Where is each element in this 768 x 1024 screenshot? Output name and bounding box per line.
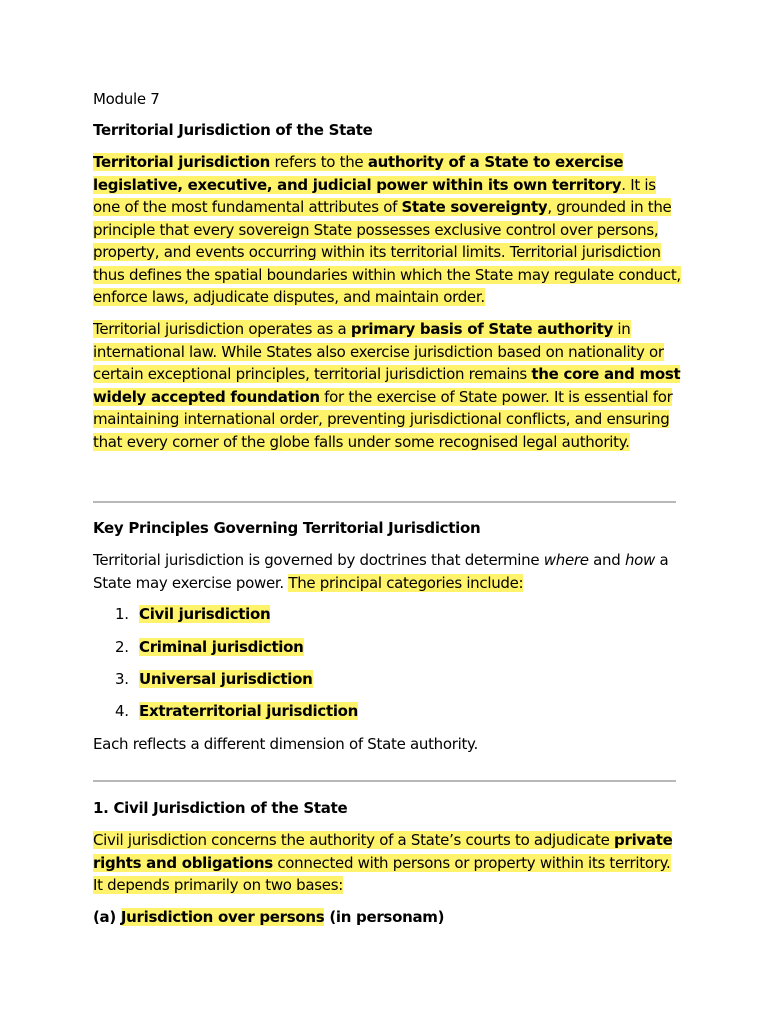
text-run: the core and most widely accepted foundation — [93, 365, 681, 406]
text-run: primary basis of State authority — [350, 320, 613, 338]
list-item — [93, 668, 313, 690]
text-run: how — [624, 551, 656, 569]
text-run: for the exercise of State power. It is essential for maintaining international order, preventing jurisdictional conflicts, and ensuring that every corner of the globe falls under some recognised legal authority. — [93, 387, 673, 451]
text-run: Civil jurisdiction concerns the authority of a State’s courts to adjudicate — [93, 831, 615, 849]
list-item-label: Extraterritorial jurisdiction — [139, 702, 359, 720]
text-run: (a) — [93, 908, 121, 926]
text-run: Territorial jurisdiction — [93, 153, 271, 171]
text-run: connected with persons or property within its territory. It depends primarily on two bases: — [93, 853, 671, 894]
text-run: Territorial jurisdiction is governed by doctrines that determine — [93, 551, 544, 569]
text-run: , grounded in the principle that every sovereign State possesses exclusive control over persons, property, and events occurring within its territorial limits. Territorial jurisdiction thus defines the spatial boundaries within which the State may regulate conduct, enforce laws, adjudicate disputes, and maintain order. — [93, 198, 681, 306]
text-run: in international law. While States also exercise jurisdiction based on nationality or certain exceptional principles, territorial jurisdiction remains — [93, 320, 664, 383]
civil-heading: 1. Civil Jurisdiction of the State — [93, 799, 348, 817]
text-run: authority of a State to exercise legislative, executive, and judicial power within its own territory — [93, 153, 624, 194]
text-run: State sovereignty — [401, 198, 548, 216]
list-item-number: 4. — [115, 702, 129, 720]
text-run: where — [543, 551, 589, 569]
categories-note: Each reflects a different dimension of State authority. — [93, 735, 478, 753]
list-item-label: Universal jurisdiction — [139, 670, 313, 688]
text-run: The principal categories include: — [288, 573, 524, 592]
list-item — [93, 700, 358, 722]
section-divider — [93, 501, 676, 503]
intro-paragraph — [93, 151, 683, 309]
text-run: private rights and obligations — [93, 831, 673, 872]
list-item-number: 1. — [115, 605, 129, 623]
list-item — [93, 603, 270, 625]
text-run: refers to the — [270, 153, 368, 171]
civil-paragraph — [93, 829, 683, 897]
section-divider — [93, 780, 676, 782]
text-run: Jurisdiction over persons — [120, 908, 325, 926]
list-item-number: 3. — [115, 670, 129, 688]
text-run: and — [588, 551, 625, 569]
module-label: Module 7 — [93, 90, 160, 108]
list-item-label: Civil jurisdiction — [139, 605, 271, 623]
subheading-a — [93, 906, 683, 929]
text-run: (in personam) — [324, 908, 445, 926]
second-paragraph — [93, 318, 683, 453]
key-principles-heading: Key Principles Governing Territorial Jurisdiction — [93, 519, 481, 537]
text-run: . It is one of the most fundamental attributes of — [93, 175, 656, 216]
key-principles-intro — [93, 549, 683, 594]
list-item-label: Criminal jurisdiction — [139, 638, 304, 656]
list-item — [93, 636, 304, 658]
text-run: Territorial jurisdiction operates as a — [93, 320, 351, 338]
main-title: Territorial Jurisdiction of the State — [93, 121, 373, 139]
text-run: a State may exercise power. — [93, 551, 669, 592]
list-item-number: 2. — [115, 638, 129, 656]
